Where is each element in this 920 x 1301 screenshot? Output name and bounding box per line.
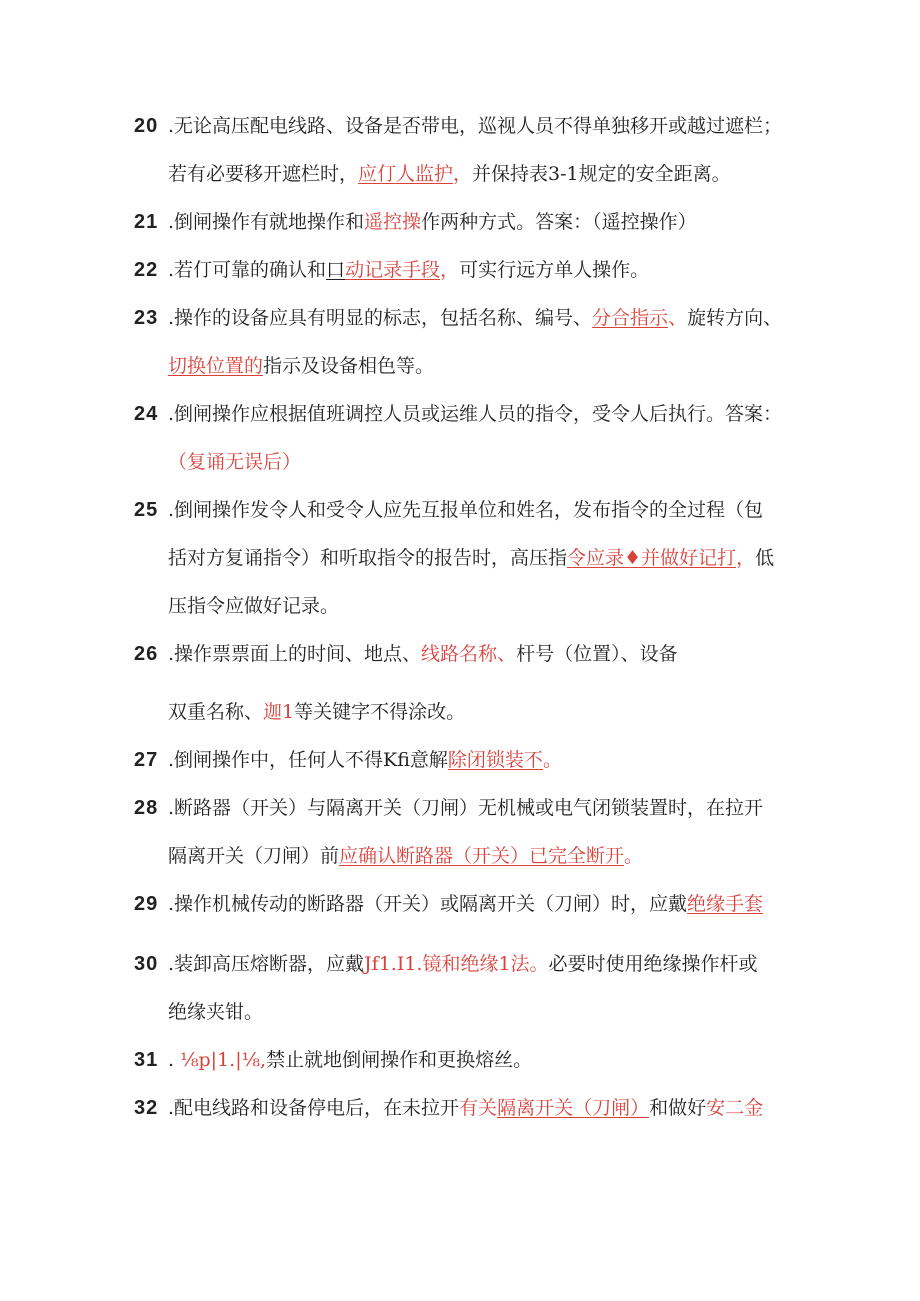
question-number: 20 xyxy=(134,115,159,137)
question-text xyxy=(168,450,301,474)
question-text-segment: 旋转方向、 xyxy=(687,307,783,329)
question-text-segment: .操作票票面上的时间、地点、 xyxy=(168,643,422,665)
question-text-segment: 指示及设备相色等。 xyxy=(263,355,435,377)
question-text xyxy=(168,354,434,378)
question-text-segment: 括对方复诵指令）和听取指令的报告时，高压指 xyxy=(168,547,568,569)
answer-text-underlined: 分合指示 xyxy=(592,307,669,329)
question-number: 31 xyxy=(134,1049,159,1071)
answer-text: 遥控操 xyxy=(364,211,422,233)
answer-text: 迦1 xyxy=(263,701,295,723)
question-number: 22 xyxy=(134,259,159,281)
question-text xyxy=(168,306,782,330)
question-text-segment: 杆号（位置）、设备 xyxy=(516,643,678,665)
question-text xyxy=(168,796,763,820)
answer-text-underlined: 除闭锁装不 xyxy=(447,749,543,771)
question-number: 26 xyxy=(134,643,159,665)
question-text-segment: .倒闸操作应根据值班调控人员或运维人员的指令，受令人后执行。答案： xyxy=(168,403,783,425)
answer-text: （复诵无误后） xyxy=(168,451,302,473)
answer-text: ， xyxy=(736,547,756,569)
answer-text-underlined: 绝缘手套 xyxy=(687,893,764,915)
question-text-segment: 隔离开关（刀闸）前 xyxy=(168,845,340,867)
question-text-segment: 绝缘夹钳。 xyxy=(168,1001,264,1023)
answer-text-underlined: 切换位置的 xyxy=(168,355,264,377)
question-number: 25 xyxy=(134,499,159,521)
question-text-segment: 双重名称、 xyxy=(168,701,264,723)
question-text-segment: 低 xyxy=(755,547,775,569)
question-text-segment: . xyxy=(168,1049,181,1071)
question-text-segment: 和做好 xyxy=(649,1097,707,1119)
question-text-segment: .断路器（开关）与隔离开关（刀闸）无机械或电气闭锁装置时，在拉开 xyxy=(168,797,764,819)
question-text xyxy=(168,402,782,426)
question-number: 24 xyxy=(134,403,159,425)
answer-text-underlined: 动记录手段 xyxy=(345,259,441,281)
answer-text: 有关 xyxy=(459,1097,498,1119)
answer-text: ， xyxy=(453,163,473,185)
question-text xyxy=(168,1096,763,1120)
question-text-segment: 并保持表3-1规定的安全距离。 xyxy=(472,163,731,185)
answer-text: Jf1.I1.镜和绝缘1法。 xyxy=(364,953,549,975)
question-text xyxy=(168,498,763,522)
question-text-segment: .倒闸操作中，任何人不得Kfi意解 xyxy=(168,749,448,771)
question-text xyxy=(168,1000,263,1024)
question-text xyxy=(168,892,763,916)
underlined-text: 口 xyxy=(326,259,346,281)
question-text-segment: 可实行远方单人操作。 xyxy=(459,259,650,281)
answer-text-underlined: 令应录♦并做好记打 xyxy=(567,547,737,569)
question-text-segment: .倒闸操作发令人和受令人应先互报单位和姓名，发布指令的全过程（包 xyxy=(168,499,764,521)
question-number: 32 xyxy=(134,1097,159,1119)
question-number: 27 xyxy=(134,749,159,771)
question-text xyxy=(168,748,562,772)
answer-text-underlined: 应仃人监护 xyxy=(358,163,454,185)
answer-text: 线路名称、 xyxy=(421,643,517,665)
answer-text: 、 xyxy=(668,307,688,329)
question-text-segment: .配电线路和设备停电后，在未拉开 xyxy=(168,1097,460,1119)
question-number: 28 xyxy=(134,797,159,819)
question-text xyxy=(168,844,643,868)
answer-text: ， xyxy=(440,259,460,281)
answer-text: 。 xyxy=(624,845,644,867)
question-text xyxy=(168,258,649,282)
answer-text-underlined: 应确认断路器（开关）已完全断开 xyxy=(339,845,625,867)
question-text-segment: 若有必要移开遮栏时， xyxy=(168,163,359,185)
question-number: 30 xyxy=(134,953,159,975)
question-text xyxy=(168,642,678,666)
question-text-segment: 等关键字不得涂改。 xyxy=(294,701,466,723)
answer-text: 安二金 xyxy=(706,1097,764,1119)
question-text xyxy=(168,546,774,570)
question-text-segment: .无论高压配电线路、设备是否带电，巡视人员不得单独移开或越过遮栏； xyxy=(168,115,783,137)
answer-text: ⅛p|1.|⅛, xyxy=(180,1049,267,1071)
question-text xyxy=(168,700,465,724)
question-text-segment: 必要时使用绝缘操作杆或 xyxy=(548,953,758,975)
question-text xyxy=(168,210,697,234)
question-text-segment: .装卸高压熔断器，应戴 xyxy=(168,953,365,975)
question-number: 29 xyxy=(134,893,159,915)
question-text-segment: 作两种方式。答案：（遥控操作） xyxy=(421,211,697,233)
question-text-segment: 禁止就地倒闸操作和更换熔丝。 xyxy=(266,1049,533,1071)
question-text xyxy=(168,1048,532,1072)
question-text xyxy=(168,114,782,138)
question-text-segment: 压指令应做好记录。 xyxy=(168,595,340,617)
question-text xyxy=(168,952,758,976)
question-number: 21 xyxy=(134,211,159,233)
question-text-segment: .倒闸操作有就地操作和 xyxy=(168,211,365,233)
question-text-segment: .操作机械传动的断路器（开关）或隔离开关（刀闸）时，应戴 xyxy=(168,893,688,915)
answer-text-underlined: 隔离开关（刀闸） xyxy=(497,1097,650,1119)
question-text-segment: .操作的设备应具有明显的标志，包括名称、编号、 xyxy=(168,307,593,329)
question-number: 23 xyxy=(134,307,159,329)
answer-text: 。 xyxy=(542,749,562,771)
question-text xyxy=(168,162,731,186)
question-text xyxy=(168,594,339,618)
question-text-segment: .若仃可靠的确认和 xyxy=(168,259,327,281)
